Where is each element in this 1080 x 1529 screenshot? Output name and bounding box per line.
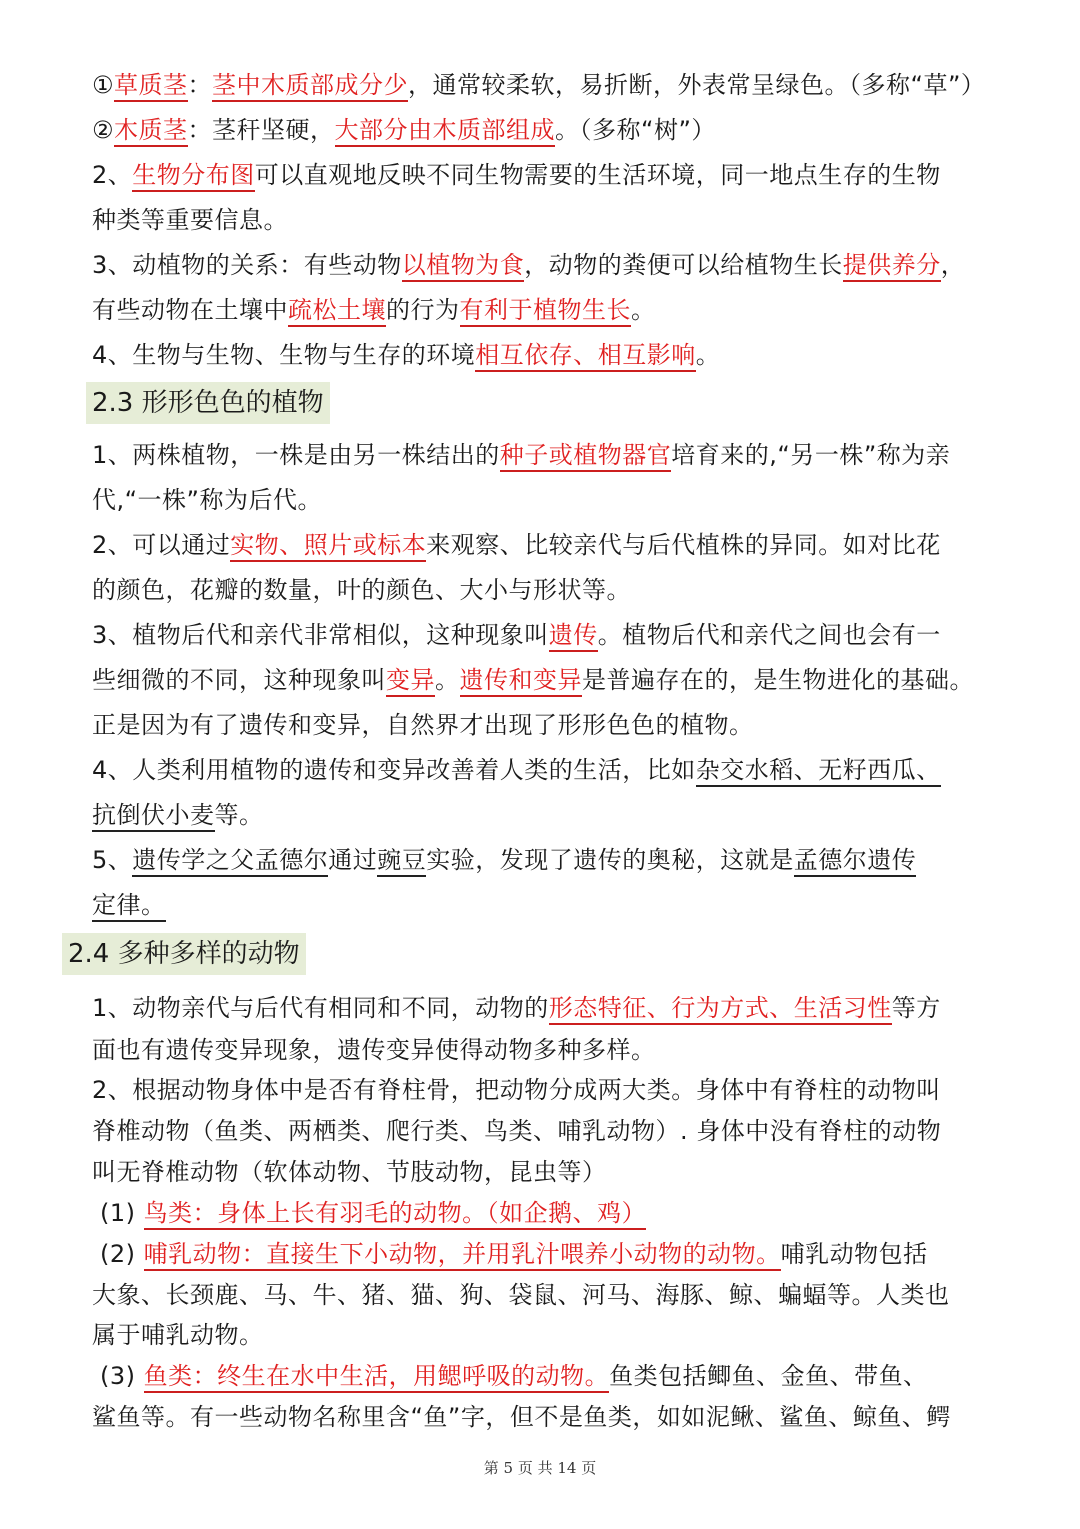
key-term: 实物、照片或标本 [230, 531, 426, 562]
underlined-term: 遗传学之父孟德尔 [132, 846, 328, 877]
text-line [92, 1157, 607, 1187]
text-line [92, 530, 941, 560]
text-segment: 3、动植物的关系：有些动物 [92, 251, 402, 279]
key-term: 生物分布图 [132, 161, 255, 192]
text-segment: 来观察、比较亲代与后代植株的异同。如对比花 [426, 531, 941, 559]
text-segment: 。植物后代和亲代之间也会有一 [597, 621, 941, 649]
text-segment: 哺乳动物包括 [780, 1240, 928, 1268]
text-segment: (1) [100, 1199, 144, 1227]
key-term: 疏松土壤 [288, 296, 386, 327]
text-segment: 。 [695, 341, 721, 369]
text-line [92, 710, 754, 740]
text-line [92, 845, 916, 875]
text-line [92, 620, 941, 650]
underlined-term: 豌豆 [377, 846, 426, 877]
key-term: 以植物为食 [402, 251, 525, 282]
text-segment: 2、根据动物身体中是否有脊柱骨，把动物分成两大类。身体中有脊柱的动物叫 [92, 1076, 941, 1104]
text-segment: 1、两株植物，一株是由另一株结出的 [92, 441, 500, 469]
key-term: 变异 [386, 666, 435, 697]
text-segment: 培育来的,“另一株”称为亲 [671, 441, 951, 469]
underlined-term: 杂交水稻、无籽西瓜、 [696, 756, 941, 787]
text-segment: ，动物的粪便可以给植物生长 [524, 251, 843, 279]
text-segment: 鲨鱼等。有一些动物名称里含“鱼”字，但不是鱼类，如如泥鳅、鲨鱼、鲸鱼、鳄 [92, 1403, 951, 1431]
key-term: 鱼类：终生在水中生活，用鳃呼吸的动物。 [144, 1362, 610, 1393]
text-line [92, 993, 941, 1023]
page-footer: 第 5 页 共 14 页 [483, 1459, 597, 1477]
text-segment: ： [187, 71, 213, 99]
text-line [92, 70, 985, 100]
section-heading-2-4: 2.4 多种多样的动物 [62, 933, 306, 975]
key-term: 遗传 [549, 621, 598, 652]
underlined-term: 抗倒伏小麦 [92, 801, 215, 832]
key-term: 茎中木质部成分少 [212, 71, 408, 102]
text-line [92, 250, 965, 280]
text-line [92, 1075, 941, 1105]
key-term: 种子或植物器官 [500, 441, 672, 472]
key-term: 提供养分 [843, 251, 941, 282]
underlined-term: 孟德尔遗传 [794, 846, 917, 877]
text-segment: 的行为 [386, 296, 460, 324]
text-line [92, 755, 941, 785]
text-segment: 。 [631, 296, 656, 324]
text-segment: 1、动物亲代与后代有相同和不同，动物的 [92, 994, 549, 1022]
text-line [92, 205, 288, 235]
key-term: 草质茎 [114, 71, 188, 102]
text-segment: 4、人类利用植物的遗传和变异改善着人类的生活，比如 [92, 756, 696, 784]
underlined-term: 定律。 [92, 891, 166, 922]
text-line [92, 1116, 941, 1146]
text-segment: 4、生物与生物、生物与生存的环境 [92, 341, 476, 369]
section-heading-2-3: 2.3 形形色色的植物 [86, 382, 330, 424]
text-segment: 种类等重要信息。 [92, 206, 288, 234]
text-line [92, 115, 716, 145]
text-line [92, 575, 631, 605]
text-line [92, 665, 974, 695]
text-segment: (2) [100, 1240, 144, 1268]
key-term: 大部分由木质部组成 [335, 116, 556, 147]
text-line [92, 1402, 951, 1432]
text-segment: 5、 [92, 846, 133, 874]
text-line [100, 1239, 928, 1269]
text-segment: 代,“一株”称为后代。 [92, 486, 322, 514]
text-segment: 。 [435, 666, 460, 694]
text-line [92, 340, 720, 370]
key-term: 鸟类：身体上长有羽毛的动物。（如企鹅、鸡） [144, 1199, 647, 1230]
text-segment: 鱼类包括鲫鱼、金鱼、带鱼、 [609, 1362, 928, 1390]
text-line [92, 890, 166, 920]
text-segment: ， [940, 251, 966, 279]
text-segment: (3) [100, 1362, 144, 1390]
text-line [100, 1198, 646, 1228]
key-term: 木质茎 [114, 116, 188, 147]
text-line [92, 1035, 656, 1065]
text-segment: 实验，发现了遗传的奥秘，这就是 [426, 846, 794, 874]
text-segment: 正是因为有了遗传和变异，自然界才出现了形形色色的植物。 [92, 711, 754, 739]
text-segment: 2、 [92, 161, 133, 189]
text-segment: 面也有遗传变异现象，遗传变异使得动物多种多样。 [92, 1036, 656, 1064]
text-line [92, 800, 264, 830]
text-segment: ：茎秆坚硬， [187, 116, 335, 144]
text-line [92, 440, 950, 470]
text-segment: 大象、长颈鹿、马、牛、猪、猫、狗、袋鼠、河马、海豚、鲸、蝙蝠等。人类也 [92, 1281, 950, 1309]
text-segment: 属于哺乳动物。 [92, 1321, 264, 1349]
text-line [92, 1320, 264, 1350]
text-line [92, 485, 322, 515]
text-segment: ① [92, 71, 115, 99]
key-term: 相互依存、相互影响 [475, 341, 696, 372]
text-segment: 等。 [214, 801, 264, 829]
text-line [92, 295, 656, 325]
text-segment: ② [92, 116, 115, 144]
text-segment: 3、植物后代和亲代非常相似，这种现象叫 [92, 621, 549, 649]
text-segment: 叫无脊椎动物（软体动物、节肢动物，昆虫等） [92, 1158, 607, 1186]
key-term: 哺乳动物：直接生下小动物，并用乳汁喂养小动物的动物。 [144, 1240, 781, 1271]
key-term: 有利于植物生长 [460, 296, 632, 327]
text-segment: ，通常较柔软，易折断，外表常呈绿色。（多称“草”） [408, 71, 986, 99]
text-line [100, 1361, 928, 1391]
text-segment: 等方 [891, 994, 941, 1022]
key-term: 遗传和变异 [460, 666, 583, 697]
text-segment: 。（多称“树”） [555, 116, 716, 144]
text-segment: 是普遍存在的，是生物进化的基础。 [582, 666, 974, 694]
text-line [92, 1280, 950, 1310]
text-segment: 些细微的不同，这种现象叫 [92, 666, 386, 694]
text-segment: 脊椎动物（鱼类、两栖类、爬行类、鸟类、哺乳动物）. 身体中没有脊柱的动物 [92, 1117, 942, 1145]
text-segment: 2、可以通过 [92, 531, 231, 559]
text-line [92, 160, 941, 190]
key-term: 形态特征、行为方式、生活习性 [549, 994, 892, 1025]
text-segment: 可以直观地反映不同生物需要的生活环境，同一地点生存的生物 [254, 161, 941, 189]
text-segment: 通过 [328, 846, 378, 874]
text-segment: 的颜色，花瓣的数量，叶的颜色、大小与形状等。 [92, 576, 631, 604]
text-segment: 有些动物在土壤中 [92, 296, 288, 324]
